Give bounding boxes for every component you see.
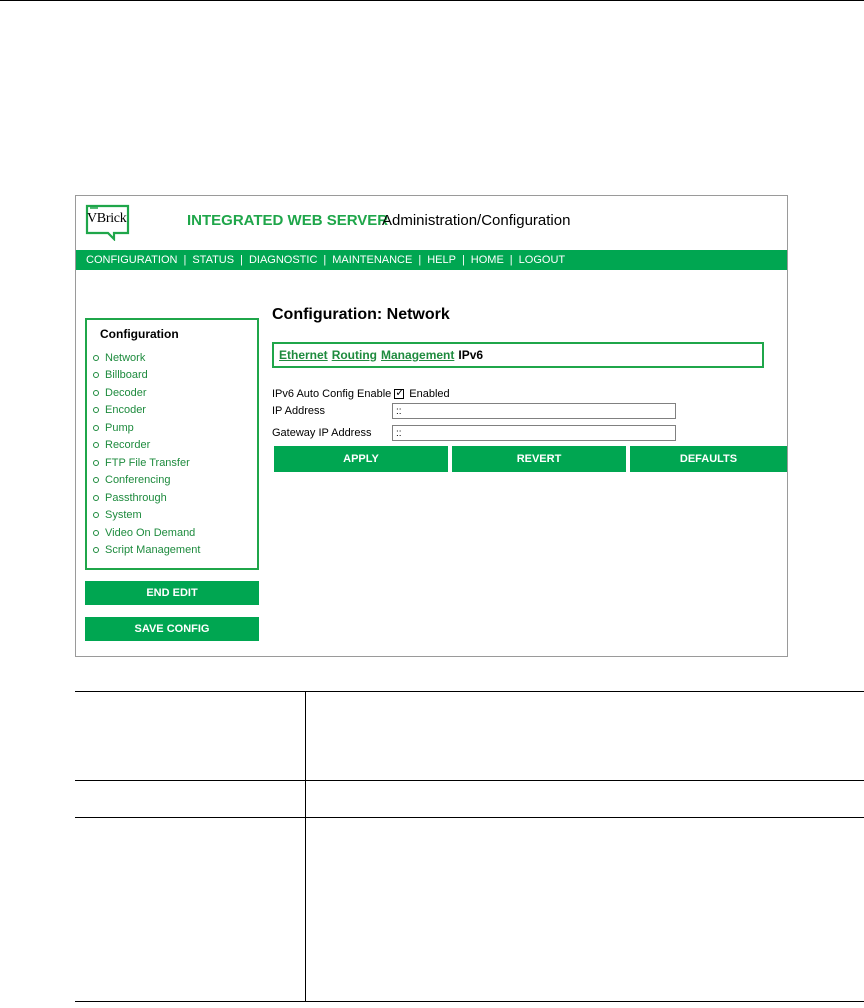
bullet-icon xyxy=(93,547,99,553)
sidebar-item-label: FTP File Transfer xyxy=(105,456,190,469)
table-rule xyxy=(75,817,864,818)
table-rule xyxy=(75,780,864,781)
auto-config-option-label: Enabled xyxy=(409,388,450,400)
bullet-icon xyxy=(93,390,99,396)
sidebar-title: Configuration xyxy=(100,327,179,341)
bullet-icon xyxy=(93,512,99,518)
sidebar-item-label: Network xyxy=(105,351,146,364)
nav-diagnostic[interactable]: DIAGNOSTIC xyxy=(248,254,318,266)
defaults-button[interactable]: DEFAULTS xyxy=(630,446,787,472)
tab-routing[interactable]: Routing xyxy=(331,348,378,362)
network-tabs xyxy=(272,342,764,368)
sidebar-list xyxy=(93,349,200,559)
sidebar-item-video-on-demand[interactable] xyxy=(93,524,200,542)
sidebar-item-script-management[interactable] xyxy=(93,542,200,560)
sidebar-item-pump[interactable] xyxy=(93,419,200,437)
header xyxy=(76,196,787,246)
sidebar-item-decoder[interactable] xyxy=(93,384,200,402)
table-rule xyxy=(75,1001,864,1002)
sidebar-item-label: Pump xyxy=(105,421,134,434)
nav-separator: | xyxy=(240,254,243,266)
bullet-icon xyxy=(93,407,99,413)
nav-separator: | xyxy=(461,254,465,266)
sidebar-item-label: System xyxy=(105,509,142,522)
end-edit-button[interactable]: END EDIT xyxy=(85,581,259,605)
nav-help[interactable]: HELP xyxy=(427,254,456,266)
bullet-icon xyxy=(93,425,99,431)
sidebar-item-label: Video On Demand xyxy=(105,526,196,539)
sidebar-item-label: Script Management xyxy=(105,544,201,557)
ip-address-label: IP Address xyxy=(272,405,325,417)
bullet-icon xyxy=(93,372,99,378)
top-nav-bar xyxy=(76,250,787,270)
sidebar-item-system[interactable] xyxy=(93,507,200,525)
revert-button[interactable]: REVERT xyxy=(452,446,626,472)
sidebar-item-recorder[interactable] xyxy=(93,437,200,455)
brand-subtitle: Administration/Configuration xyxy=(382,212,571,229)
brand-title: INTEGRATED WEB SERVER xyxy=(187,212,389,229)
description-table xyxy=(75,691,864,1002)
sidebar-item-passthrough[interactable] xyxy=(93,489,200,507)
gateway-row xyxy=(272,424,371,442)
page-top-rule xyxy=(0,0,864,1)
logo-text: VBrick xyxy=(87,211,127,226)
sidebar-item-ftp-file-transfer[interactable] xyxy=(93,454,200,472)
page-title: Configuration: Network xyxy=(272,306,450,323)
nav-separator: | xyxy=(509,254,513,266)
bullet-icon xyxy=(93,530,99,536)
nav-home[interactable]: HOME xyxy=(470,254,504,266)
bullet-icon xyxy=(93,495,99,501)
nav-status[interactable]: STATUS xyxy=(192,254,235,266)
gateway-label: Gateway IP Address xyxy=(272,427,372,439)
nav-logout[interactable]: LOGOUT xyxy=(518,254,566,266)
tab-management[interactable]: Management xyxy=(381,348,455,362)
sidebar-item-conferencing[interactable] xyxy=(93,472,200,490)
bullet-icon xyxy=(93,442,99,448)
bullet-icon xyxy=(93,477,99,483)
checkmark-icon: ✓ xyxy=(395,387,405,399)
table-rule xyxy=(75,691,864,692)
gateway-ip-input[interactable] xyxy=(392,425,676,441)
sidebar-item-label: Decoder xyxy=(105,386,147,399)
tab-ipv6[interactable]: IPv6 xyxy=(458,348,484,362)
table-column-divider xyxy=(305,691,306,1002)
web-server-screenshot xyxy=(75,195,788,657)
sidebar-item-label: Encoder xyxy=(105,404,146,417)
ip-address-row xyxy=(272,402,325,420)
nav-separator: | xyxy=(183,254,187,266)
nav-separator: | xyxy=(323,254,327,266)
sidebar-item-label: Recorder xyxy=(105,439,151,452)
apply-button[interactable]: APPLY xyxy=(274,446,448,472)
auto-config-label: IPv6 Auto Config Enable xyxy=(272,388,392,400)
nav-separator: | xyxy=(418,254,422,266)
nav-configuration[interactable]: CONFIGURATION xyxy=(86,254,178,266)
sidebar-item-label: Billboard xyxy=(105,369,148,382)
sidebar-configuration-menu xyxy=(85,318,259,570)
sidebar-item-billboard[interactable] xyxy=(93,367,200,385)
tab-ethernet[interactable]: Ethernet xyxy=(279,348,328,362)
sidebar-item-label: Passthrough xyxy=(105,491,167,504)
bullet-icon xyxy=(93,355,99,361)
sidebar-item-label: Conferencing xyxy=(105,474,171,487)
nav-maintenance[interactable]: MAINTENANCE xyxy=(332,254,413,266)
bullet-icon xyxy=(93,460,99,466)
auto-config-checkbox[interactable] xyxy=(394,389,404,399)
auto-config-row xyxy=(272,385,450,403)
sidebar-item-encoder[interactable] xyxy=(93,402,200,420)
save-config-button[interactable]: SAVE CONFIG xyxy=(85,617,259,641)
ip-address-input[interactable] xyxy=(392,403,676,419)
sidebar-item-network[interactable] xyxy=(93,349,200,367)
